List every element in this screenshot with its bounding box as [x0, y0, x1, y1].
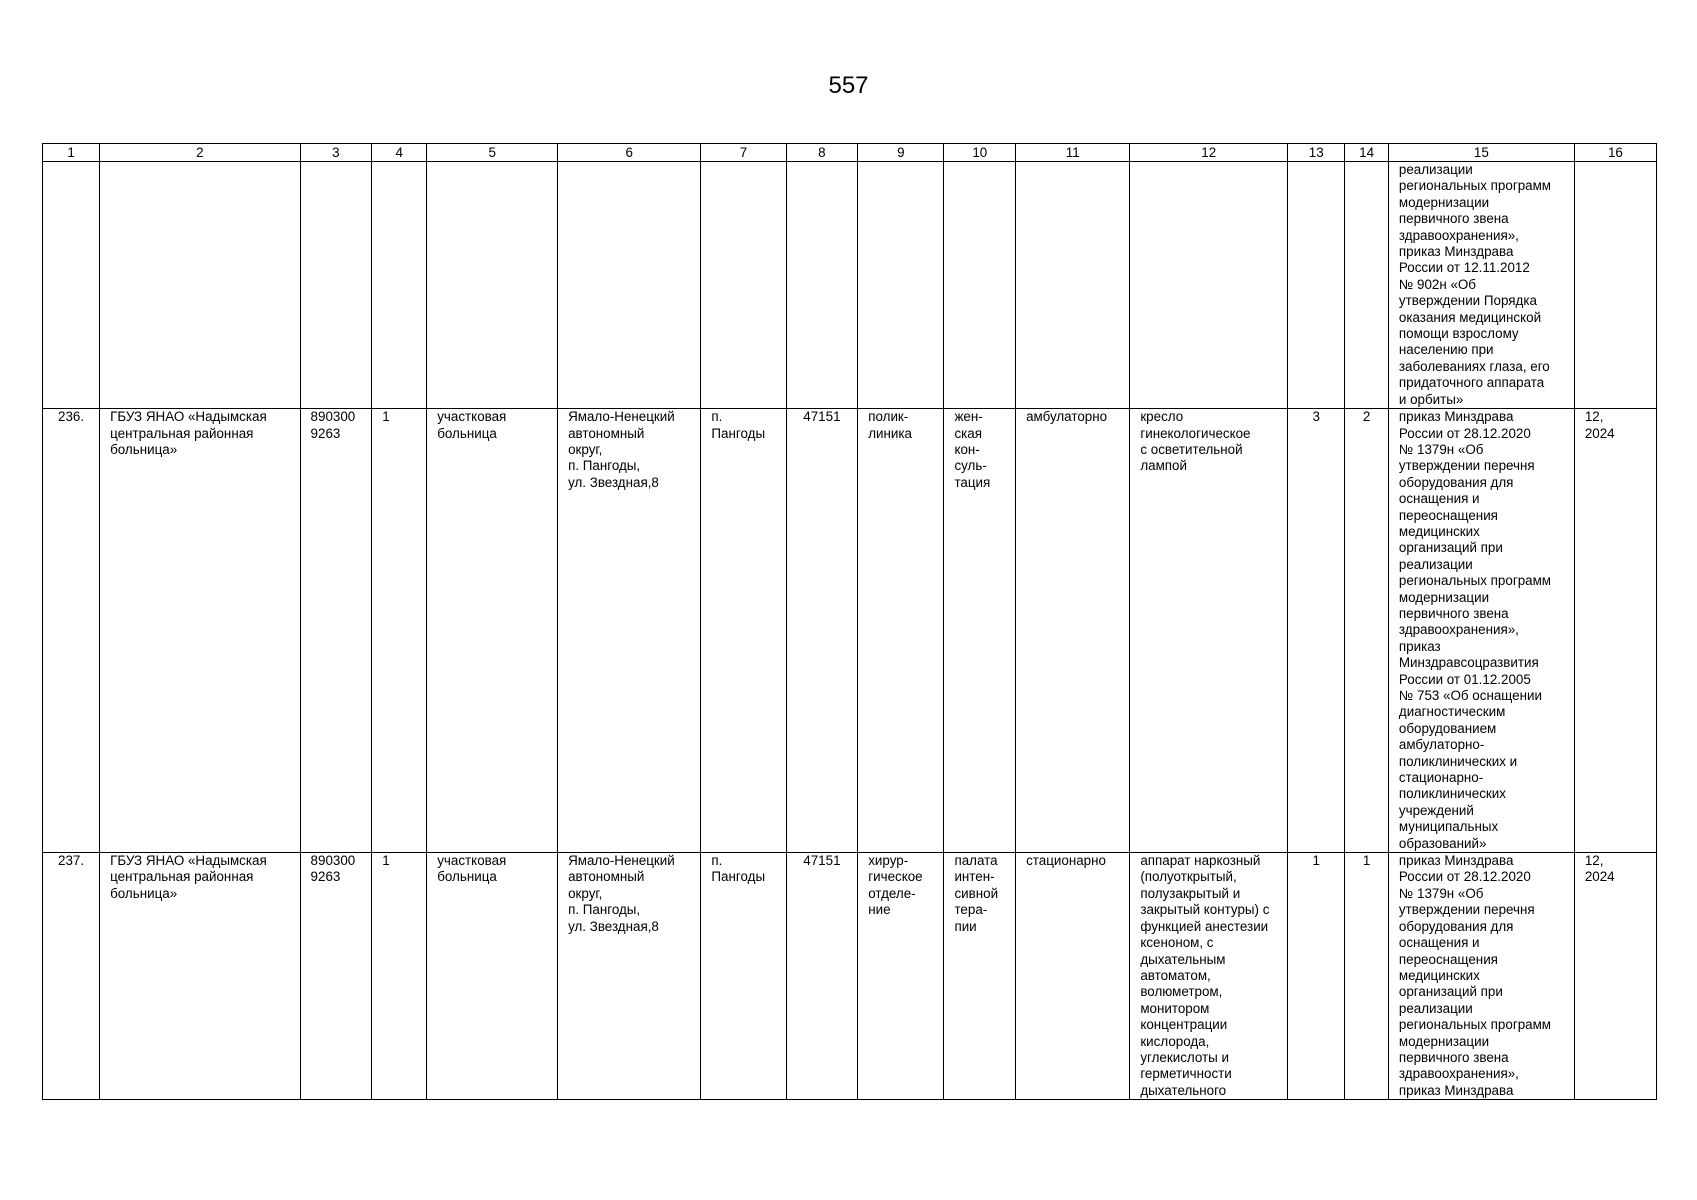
unit-text: полик- линика [868, 409, 913, 441]
department-text: жен- ская кон- суль- тация [954, 409, 991, 490]
col4-cell [372, 853, 427, 1100]
organization-cell [100, 853, 300, 1100]
unit-cell [858, 853, 944, 1100]
care-mode-cell [1016, 853, 1130, 1100]
legal-basis-cell [1388, 162, 1574, 409]
inn-cell [300, 409, 372, 853]
department-cell [944, 853, 1016, 1100]
table-cell [427, 162, 558, 409]
col13-text: 1 [1312, 853, 1320, 869]
facility-type-text: участковая больница [437, 853, 507, 885]
code-cell [786, 853, 858, 1100]
equipment-table [42, 143, 1657, 1100]
address-text: Ямало-Ненецкий автономный округ, п. Пангоды, ул. Звездная,8 [568, 853, 675, 934]
table-cell [1345, 162, 1389, 409]
table-cell [43, 162, 100, 409]
organization-text: ГБУЗ ЯНАО «Надымская центральная районная больница» [110, 853, 267, 901]
column-header: 3 [300, 144, 372, 162]
row-number: 237. [58, 853, 85, 869]
equipment-text: кресло гинекологическое с осветительной лампой [1140, 409, 1251, 474]
code-cell [786, 409, 858, 853]
table-cell [786, 162, 858, 409]
column-header: 14 [1345, 144, 1389, 162]
facility-type-cell [427, 853, 558, 1100]
column-header: 7 [701, 144, 786, 162]
code-text: 47151 [803, 409, 841, 425]
column-header: 9 [858, 144, 944, 162]
facility-type-cell [427, 409, 558, 853]
period-text: 12, 2024 [1584, 409, 1615, 441]
inn-text: 890300 9263 [310, 409, 356, 441]
address-cell [558, 853, 701, 1100]
legal-basis-text: приказ Минздрава России от 28.12.2020 № 1379н «Об утверждении перечня оборудования для оснащения и переоснащения медицинских организаций при реализации региональных программ модернизации первичного звена здравоохранения», приказ Минздравсоцразвития России от 01.12.2005 № 753 «Об оснащении диагностическим оборудованием амбулаторно- поликлинических и стационарно- поликлинических учреждений муниципальных образований» [1398, 409, 1552, 851]
col13-cell [1288, 409, 1345, 853]
organization-cell [100, 409, 300, 853]
table-cell [372, 162, 427, 409]
period-cell [1574, 409, 1656, 853]
col14-text: 2 [1362, 409, 1371, 425]
column-header: 8 [786, 144, 858, 162]
code-text: 47151 [803, 853, 841, 869]
table-row [43, 409, 1657, 853]
table-cell [300, 162, 372, 409]
column-header: 15 [1388, 144, 1574, 162]
column-header: 6 [558, 144, 701, 162]
unit-text: хирур- гическое отделе- ние [868, 853, 923, 918]
equipment-cell [1130, 409, 1288, 853]
department-cell [944, 409, 1016, 853]
continuation-row [43, 162, 1657, 409]
col13-cell [1288, 853, 1345, 1100]
period-text: 12, 2024 [1584, 853, 1615, 885]
col4-cell [372, 409, 427, 853]
col14-cell [1345, 853, 1389, 1100]
period-cell [1574, 853, 1656, 1100]
settlement-text: п. Пангоды [711, 853, 766, 885]
address-cell [558, 409, 701, 853]
column-header: 4 [372, 144, 427, 162]
table-cell [1574, 162, 1656, 409]
legal-basis-cell [1388, 409, 1574, 853]
table-cell [1016, 162, 1130, 409]
table-cell [1288, 162, 1345, 409]
address-text: Ямало-Ненецкий автономный округ, п. Пангоды, ул. Звездная,8 [568, 409, 675, 490]
row-number-cell [43, 853, 100, 1100]
header-row [43, 144, 1657, 162]
page-number: 557 [828, 72, 869, 99]
legal-basis-text: реализации региональных программ модернизации первичного звена здравоохранения», приказ Минздрава России от 12.11.2012 № 902н «Об утверждении Порядка оказания медицинской помощи взрослому населению при заболеваниях глаза, его придаточного аппарата и орбиты» [1398, 162, 1552, 407]
table-row [43, 853, 1657, 1100]
care-mode-text: амбулаторно [1026, 409, 1108, 425]
care-mode-text: стационарно [1026, 853, 1106, 869]
inn-text: 890300 9263 [310, 853, 356, 885]
col13-text: 3 [1312, 409, 1320, 425]
column-header: 2 [100, 144, 300, 162]
legal-basis-cell [1388, 853, 1574, 1100]
row-number: 236. [58, 409, 85, 425]
row-number-cell [43, 409, 100, 853]
inn-cell [300, 853, 372, 1100]
column-header: 12 [1130, 144, 1288, 162]
col4-text: 1 [382, 853, 390, 869]
legal-basis-text: приказ Минздрава России от 28.12.2020 № 1379н «Об утверждении перечня оборудования для оснащения и переоснащения медицинских организаций при реализации региональных программ модернизации первичного звена здравоохранения», приказ Минздрава [1398, 853, 1552, 1098]
organization-text: ГБУЗ ЯНАО «Надымская центральная районная больница» [110, 409, 267, 457]
unit-cell [858, 409, 944, 853]
column-header: 11 [1016, 144, 1130, 162]
facility-type-text: участковая больница [437, 409, 507, 441]
equipment-text: аппарат наркозный (полуоткрытый, полузакрытый и закрытый контуры) с функцией анестезии ксеноном, с дыхательным автоматом, волюметром, монитором концентрации кислорода, углекислоты и герметичности дыхательного [1140, 853, 1270, 1098]
settlement-cell [701, 409, 786, 853]
settlement-text: п. Пангоды [711, 409, 766, 441]
table-cell [944, 162, 1016, 409]
table-cell [558, 162, 701, 409]
care-mode-cell [1016, 409, 1130, 853]
table-cell [701, 162, 786, 409]
table-cell [1130, 162, 1288, 409]
col4-text: 1 [382, 409, 390, 425]
column-header: 10 [944, 144, 1016, 162]
column-header: 16 [1574, 144, 1656, 162]
settlement-cell [701, 853, 786, 1100]
col14-cell [1345, 409, 1389, 853]
equipment-cell [1130, 853, 1288, 1100]
col14-text: 1 [1362, 853, 1371, 869]
column-header: 1 [43, 144, 100, 162]
department-text: палата интен- сивной тера- пии [954, 853, 999, 934]
column-header: 5 [427, 144, 558, 162]
table-cell [100, 162, 300, 409]
column-header: 13 [1288, 144, 1345, 162]
table-cell [858, 162, 944, 409]
